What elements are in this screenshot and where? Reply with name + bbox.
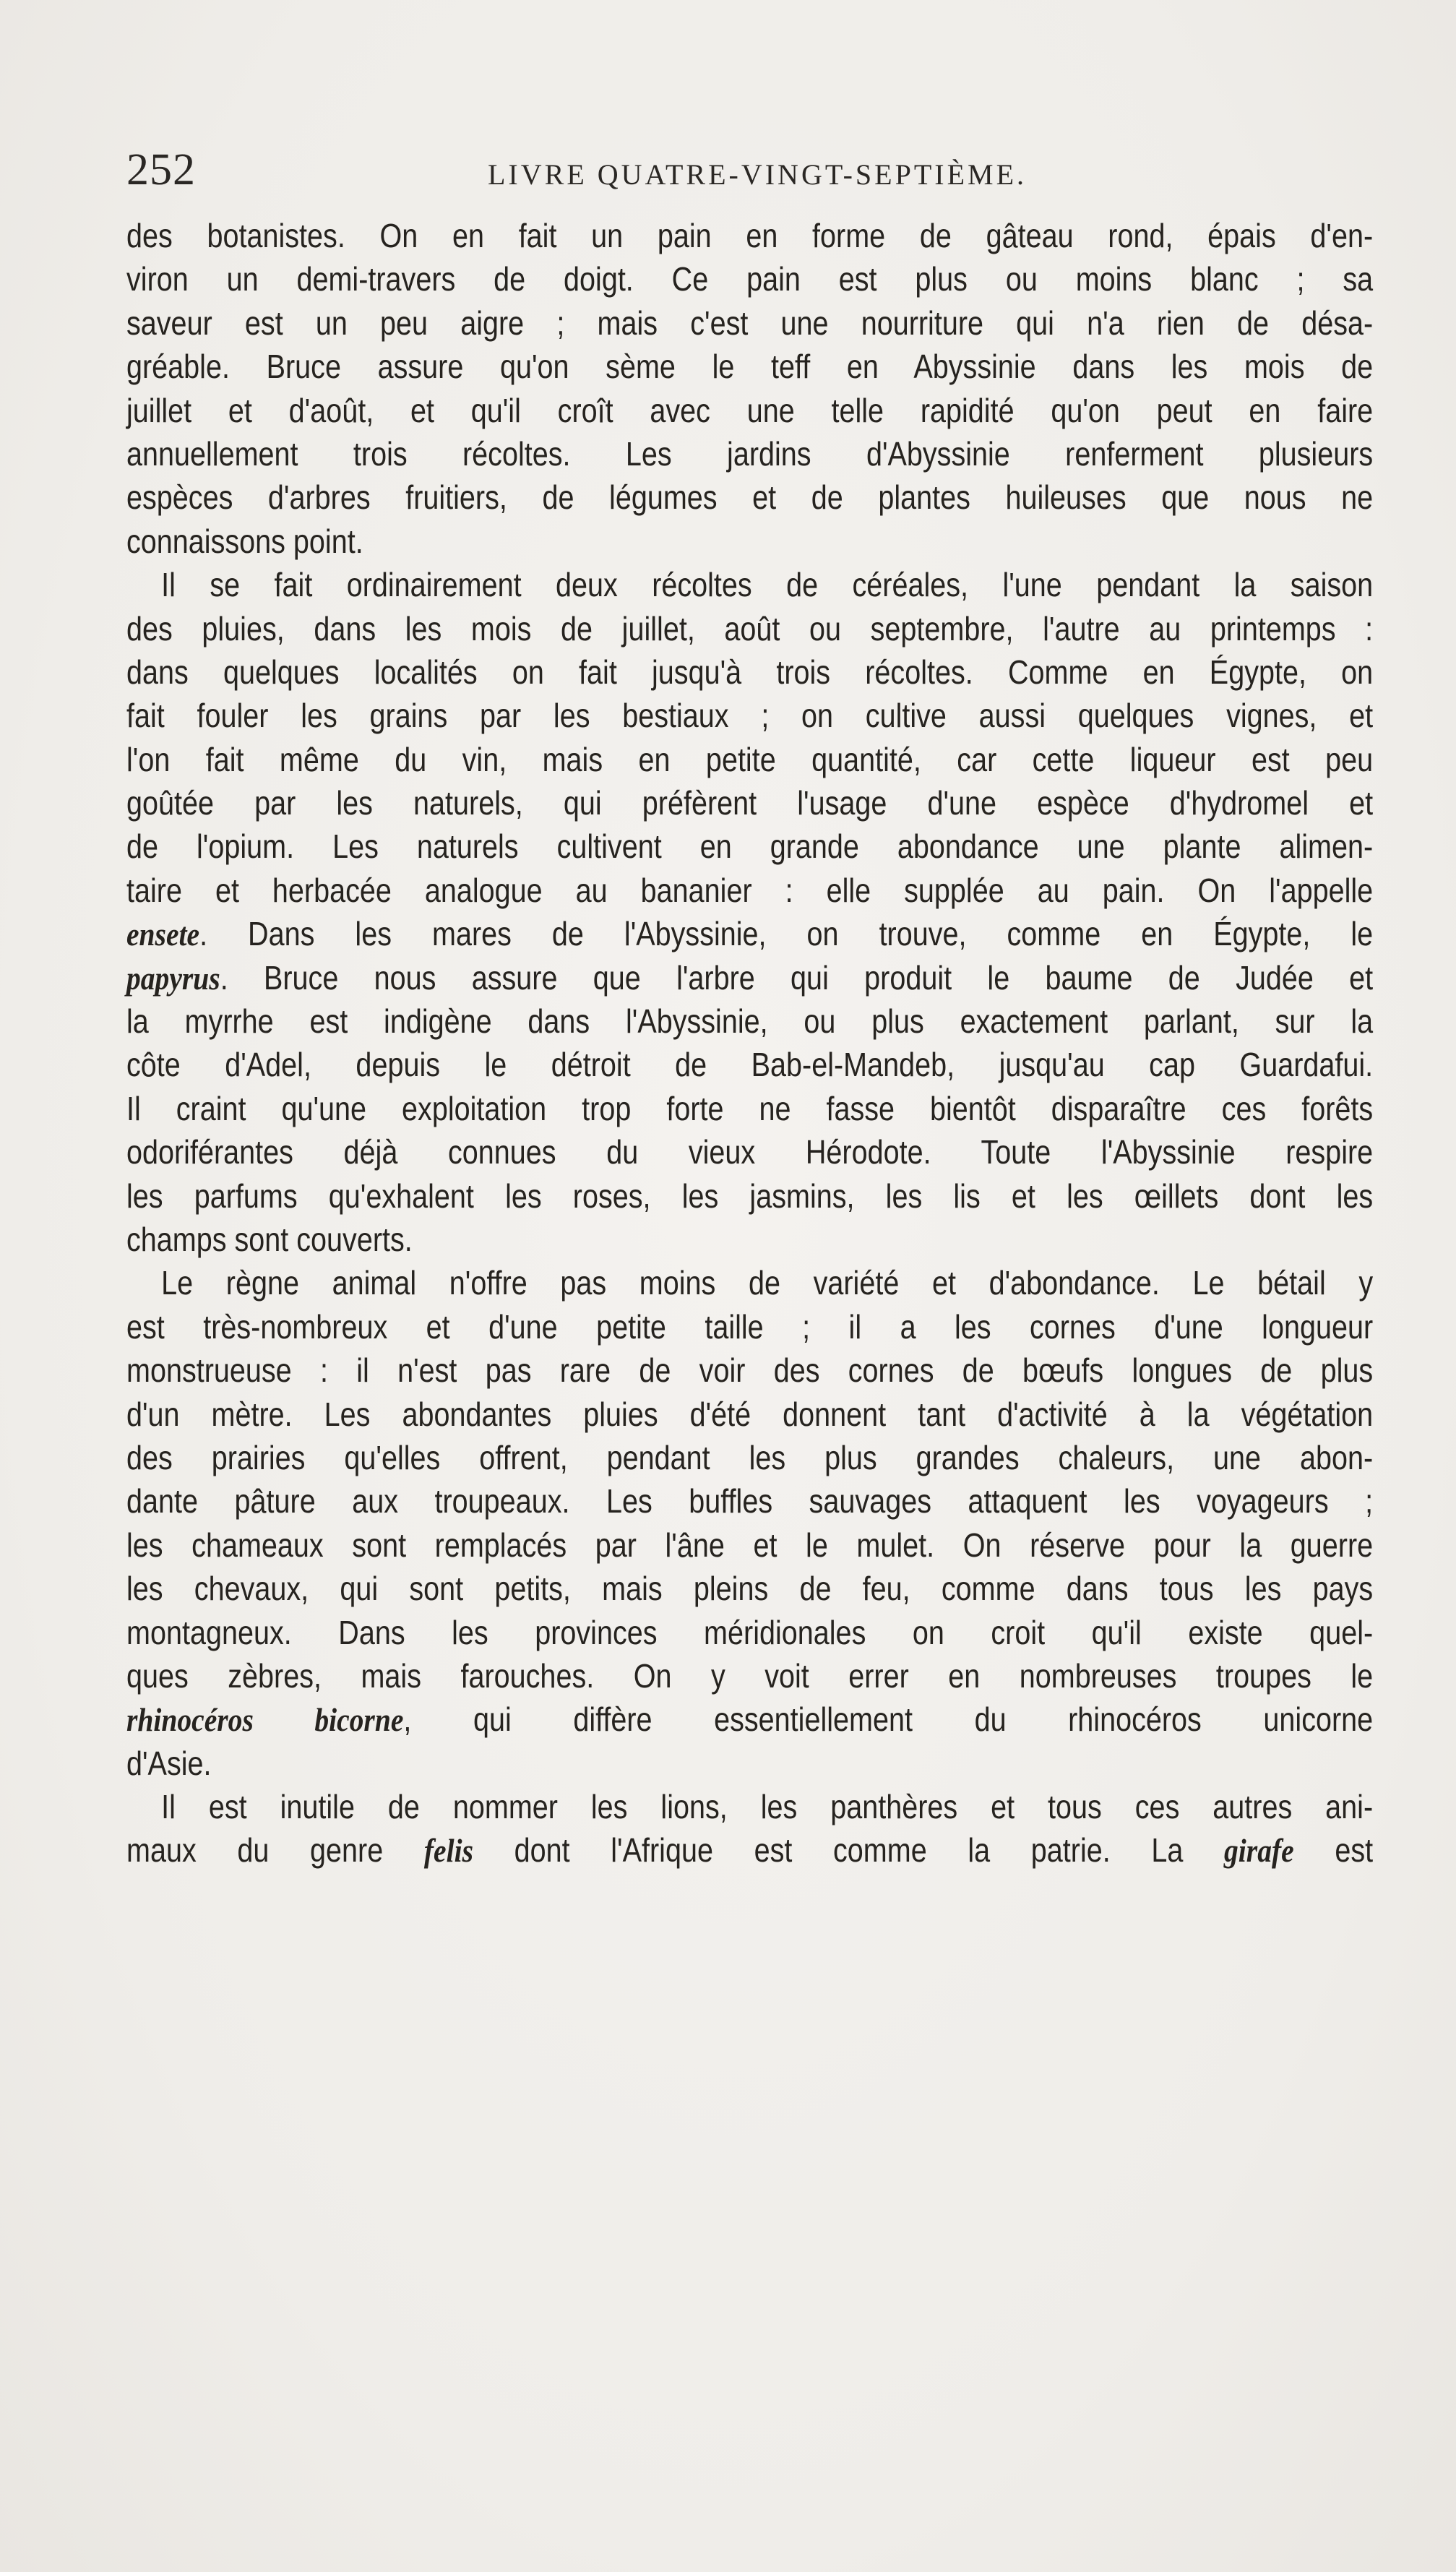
text-line: fait fouler les grains par les bestiaux ; on cultive aussi quelques vignes, et <box>126 697 1374 735</box>
body-text <box>126 214 1373 1872</box>
italic-term: papyrus <box>126 959 220 997</box>
text-line: dante pâture aux troupeaux. Les buffles sauvages attaquent les voyageurs ; <box>126 1482 1374 1521</box>
paragraph-3 <box>126 1261 1373 1785</box>
text-line: des pluies, dans les mois de juillet, août ou septembre, l'autre au printemps : <box>126 609 1374 648</box>
text-line: espèces d'arbres fruitiers, de légumes et de plantes huileuses que nous ne <box>126 478 1374 517</box>
paragraph-4 <box>126 1785 1373 1872</box>
text-line: Il craint qu'une exploitation trop forte ne fasse bientôt disparaître ces forêts <box>126 1089 1374 1127</box>
italic-term: rhinocéros bicorne <box>126 1701 404 1739</box>
text-line: des botanistes. On en fait un pain en forme de gâteau rond, épais d'en- <box>126 217 1374 254</box>
text-line: d'un mètre. Les abondantes pluies d'été donnent tant d'activité à la végétation <box>126 1395 1374 1433</box>
text-line: champs sont couverts. <box>126 1220 413 1258</box>
text-line: monstrueuse : il n'est pas rare de voir des cornes de bœufs longues de plus <box>126 1351 1374 1390</box>
text-line: maux du genre felis dont l'Afrique est comme la patrie. La girafe est <box>126 1831 1374 1870</box>
text-line: d'Asie. <box>126 1744 212 1782</box>
text-line: les chameaux sont remplacés par l'âne et le mulet. On réserve pour la guerre <box>126 1526 1374 1564</box>
text-line: viron un demi-travers de doigt. Ce pain est plus ou moins blanc ; sa <box>126 260 1374 298</box>
text-line: saveur est un peu aigre ; mais c'est une nourriture qui n'a rien de désa- <box>126 304 1374 342</box>
text-line: odoriférantes déjà connues du vieux Hérodote. Toute l'Abyssinie respire <box>126 1133 1374 1171</box>
italic-term: felis <box>423 1832 473 1870</box>
text-line: juillet et d'août, et qu'il croît avec une telle rapidité qu'on peut en faire <box>126 391 1374 429</box>
paragraph-1 <box>126 214 1373 563</box>
text-line: Il se fait ordinairement deux récoltes de céréales, l'une pendant la saison <box>161 566 1374 604</box>
text-line: des prairies qu'elles offrent, pendant les plus grandes chaleurs, une abon- <box>126 1438 1374 1476</box>
text-line: goûtée par les naturels, qui préfèrent l'usage d'une espèce d'hydromel et <box>126 784 1374 822</box>
text-line: est très-nombreux et d'une petite taille ; il a les cornes d'une longueur <box>126 1307 1374 1346</box>
text-line: ensete. Dans les mares de l'Abyssinie, on trouve, comme en Égypte, le <box>126 915 1374 953</box>
text-line: Le règne animal n'offre pas moins de variété et d'abondance. Le bétail y <box>161 1264 1374 1302</box>
text-line: l'on fait même du vin, mais en petite quantité, car cette liqueur est peu <box>126 740 1374 778</box>
text-line: côte d'Adel, depuis le détroit de Bab-el-Mandeb, jusqu'au cap Guardafui. <box>126 1046 1374 1084</box>
text-line: connaissons point. <box>126 522 363 560</box>
text-line: ques zèbres, mais farouches. On y voit errer en nombreuses troupes le <box>126 1656 1374 1695</box>
text-line: taire et herbacée analogue au bananier : elle supplée au pain. On l'appelle <box>126 871 1374 909</box>
text-line: gréable. Bruce assure qu'on sème le teff en Abyssinie dans les mois de <box>126 348 1374 386</box>
page-number: 252 <box>126 145 196 194</box>
page-header <box>126 145 1384 195</box>
italic-term: ensete <box>126 916 200 953</box>
text-line: dans quelques localités on fait jusqu'à trois récoltes. Comme en Égypte, on <box>126 653 1374 691</box>
italic-term: girafe <box>1224 1832 1294 1870</box>
text-line: papyrus. Bruce nous assure que l'arbre qui produit le baume de Judée et <box>126 958 1374 997</box>
running-head: LIVRE QUATRE-VINGT-SEPTIÈME. <box>488 158 1028 191</box>
text-line: montagneux. Dans les provinces méridionales on croit qu'il existe quel- <box>126 1613 1374 1651</box>
text-line: annuellement trois récoltes. Les jardins d'Abyssinie renferment plusieurs <box>126 434 1374 473</box>
paragraph-2 <box>126 563 1373 1261</box>
text-line: de l'opium. Les naturels cultivent en grande abondance une plante alimen- <box>126 827 1374 866</box>
text-line: les chevaux, qui sont petits, mais pleins de feu, comme dans tous les pays <box>126 1570 1374 1608</box>
text-line: Il est inutile de nommer les lions, les panthères et tous ces autres ani- <box>161 1788 1374 1826</box>
text-line: rhinocéros bicorne, qui diffère essentiellement du rhinocéros unicorne <box>126 1700 1374 1739</box>
text-line: les parfums qu'exhalent les roses, les jasmins, les lis et les œillets dont les <box>126 1177 1374 1215</box>
text-line: la myrrhe est indigène dans l'Abyssinie, ou plus exactement parlant, sur la <box>126 1002 1374 1041</box>
